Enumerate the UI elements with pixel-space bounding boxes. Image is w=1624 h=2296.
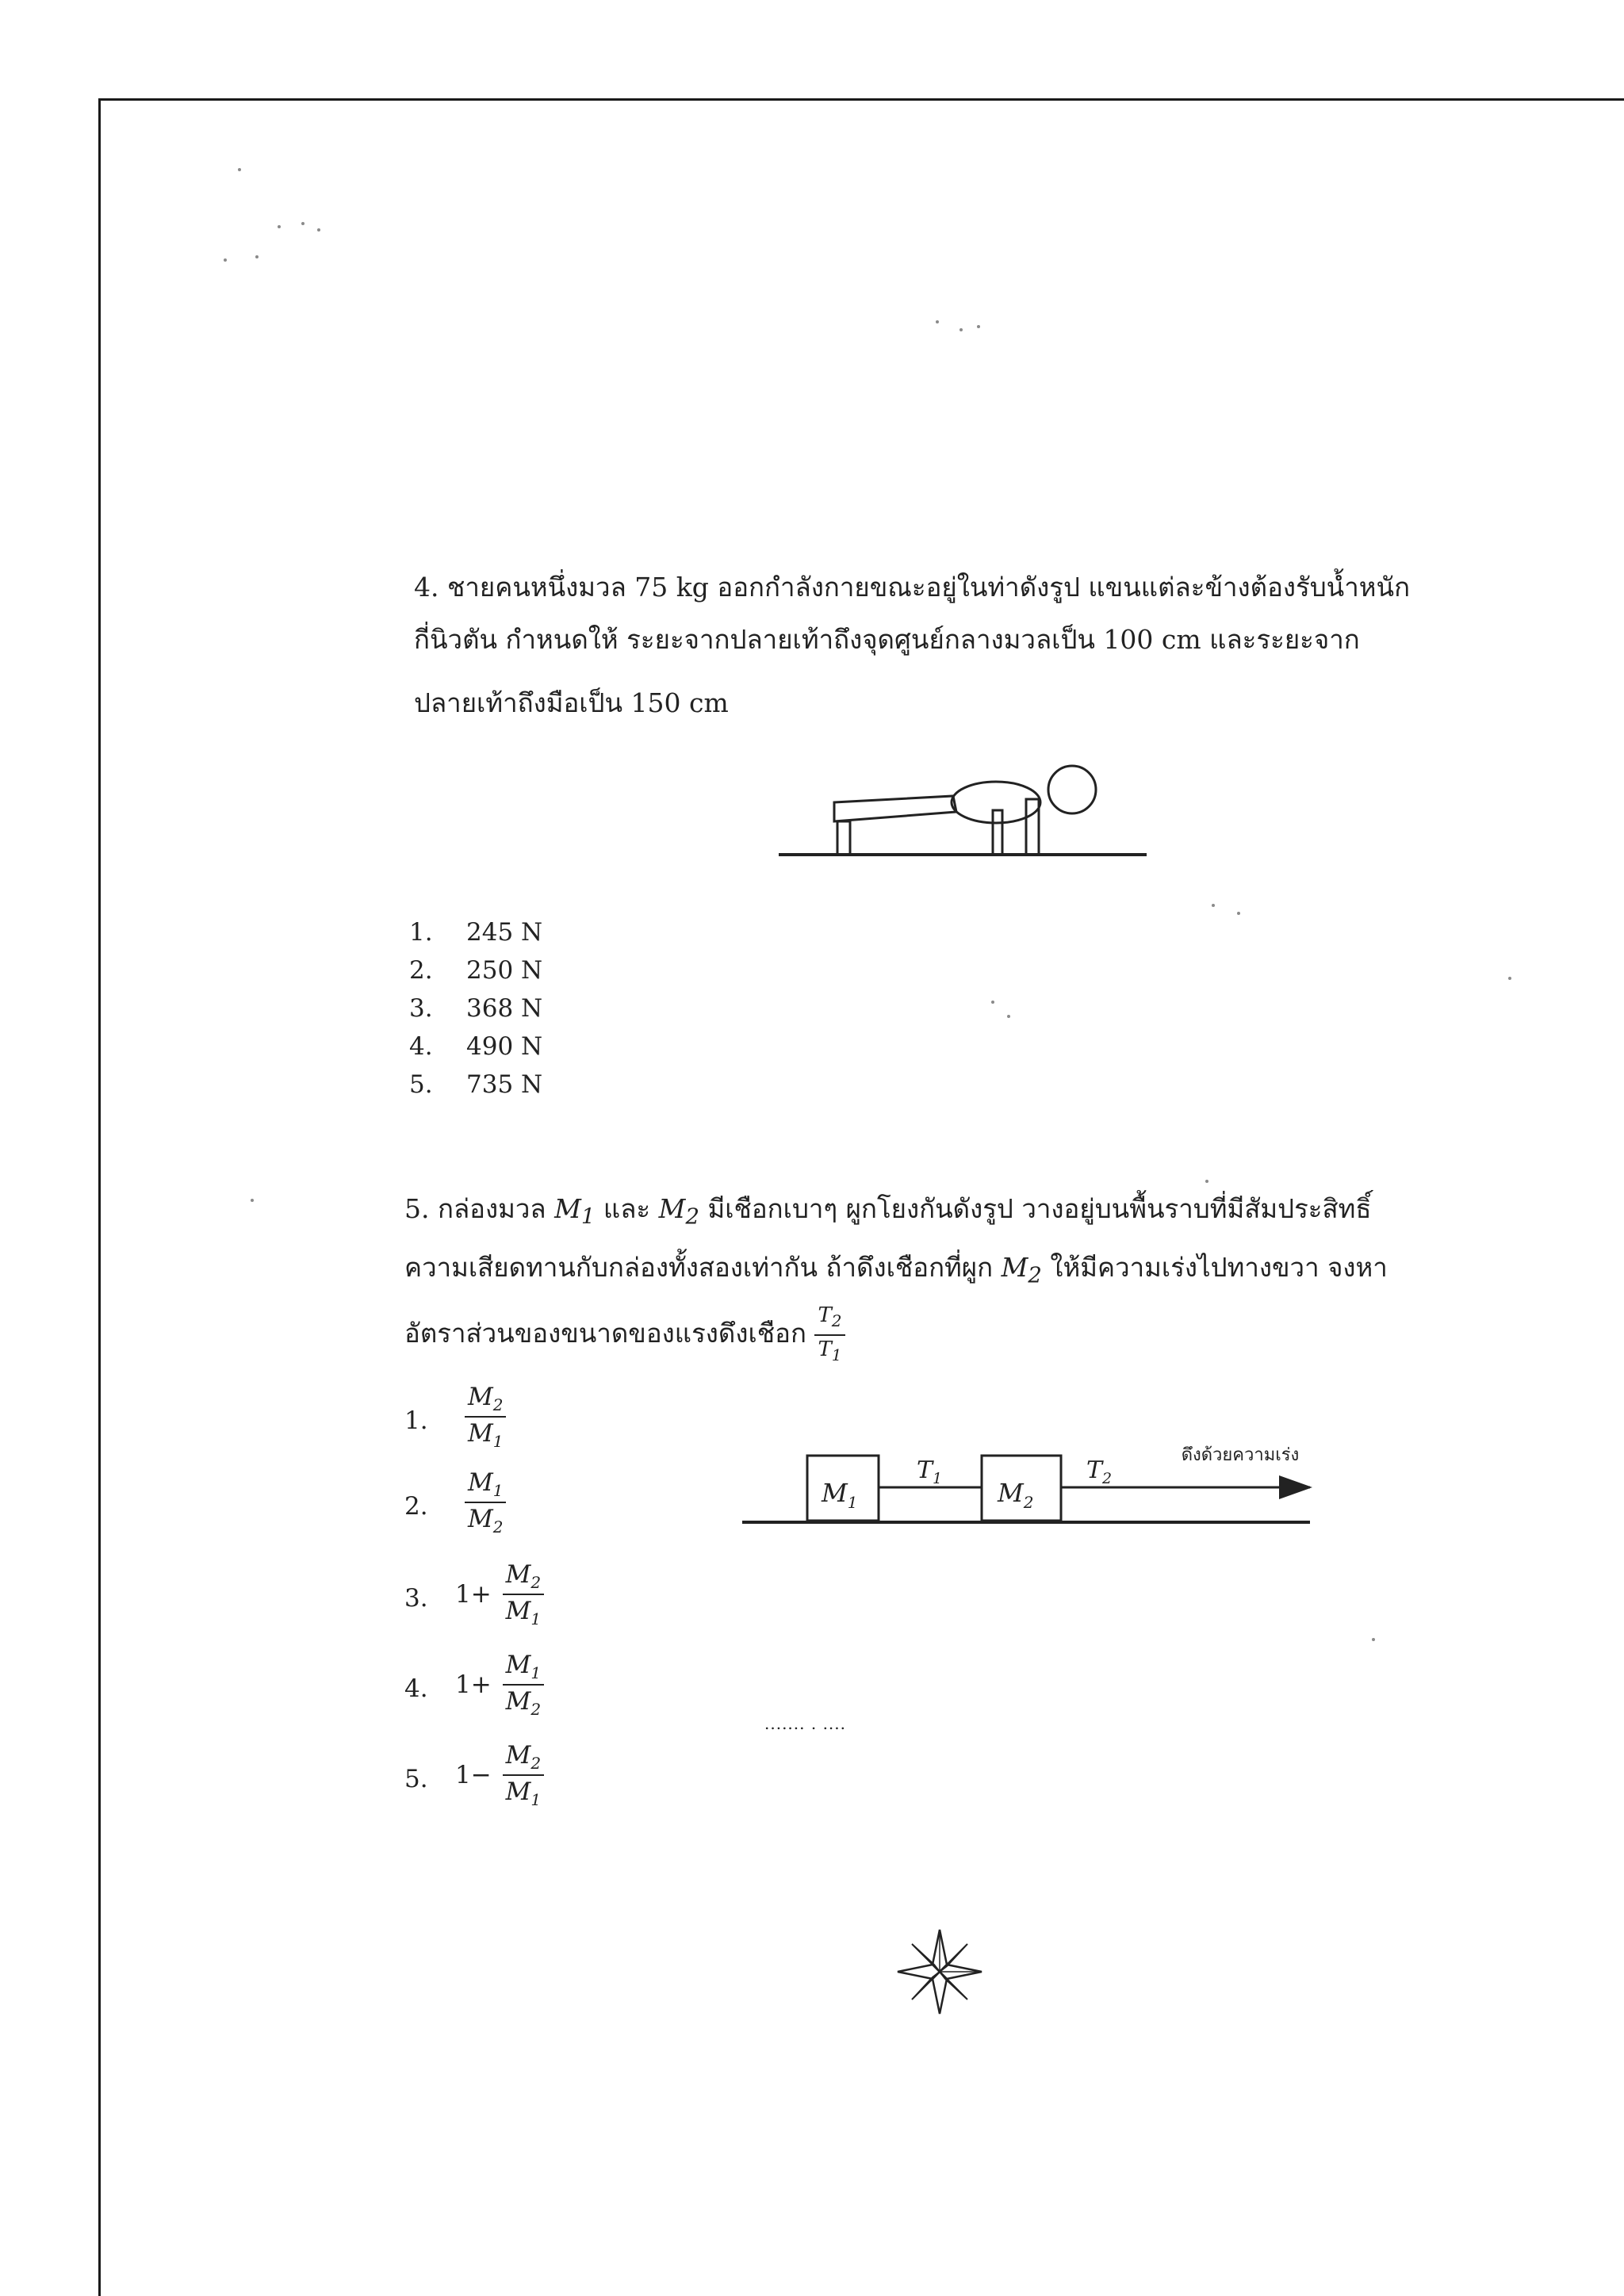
symbol-m2: $M_2$: [658, 1193, 699, 1230]
fraction: $\frac{M_1}{M_2}$: [465, 1468, 506, 1536]
q4-line-3: ปลายเท้าถึงมือเป็น 150 cm: [414, 687, 729, 718]
scan-speck: [1212, 904, 1215, 907]
q4-option-5[interactable]: 5. 735 N: [409, 1070, 543, 1099]
scan-dots: ....... . ....: [764, 1714, 847, 1733]
q4-line-1: 4. ชายคนหนึ่งมวล 75 kg ออกกำลังกายขณะอยู่ในท่าดังรูป แขนแต่ละข้างต้องรับน้ำหนัก: [414, 572, 1411, 603]
scan-border-left: [98, 98, 101, 2296]
q4-option-1[interactable]: 1. 245 N: [409, 918, 543, 947]
scan-speck: [936, 320, 939, 323]
q5-option-5[interactable]: 5. 1− $\frac{M_2}{M_1}$: [404, 1741, 579, 1817]
scan-speck: [1007, 1015, 1010, 1018]
box-m2-label: $M_2$: [998, 1478, 1034, 1512]
scan-speck: [977, 325, 980, 328]
scan-speck: [251, 1199, 254, 1202]
scan-speck: [255, 255, 259, 258]
pushup-figure: [777, 761, 1150, 864]
symbol-m2: $M_2$: [1001, 1252, 1042, 1288]
scan-speck: [1508, 977, 1511, 980]
symbol-m1: $M_1$: [554, 1193, 596, 1230]
box-m1-label: $M_1$: [822, 1478, 858, 1512]
t1-label: $T_1$: [917, 1456, 943, 1487]
fraction: $\frac{M_2}{M_1}$: [503, 1741, 544, 1809]
scan-speck: [1237, 912, 1240, 915]
fraction: $\frac{M_2}{M_1}$: [465, 1383, 506, 1451]
scan-speck: [278, 225, 281, 228]
scan-speck: [301, 222, 304, 225]
q5-option-4[interactable]: 4. 1+ $\frac{M_1}{M_2}$: [404, 1651, 579, 1727]
boxes-pull-diagram: [737, 1437, 1324, 1532]
scan-speck: [959, 328, 963, 331]
scan-speck: [238, 168, 241, 171]
compass-rose-icon: [894, 1927, 985, 2017]
q5-option-2[interactable]: 2. $\frac{M_1}{M_2}$: [404, 1468, 563, 1544]
q5-line-3: อัตราส่วนของขนาดของแรงดึงเชือก $\frac{T_2}{T_1}$: [404, 1303, 845, 1367]
scan-speck: [224, 258, 227, 262]
q5-option-1[interactable]: 1. $\frac{M_2}{M_1}$: [404, 1383, 563, 1459]
t2-label: $T_2$: [1086, 1456, 1113, 1487]
ratio-t2-over-t1: $\frac{T_2}{T_1}$: [814, 1303, 845, 1367]
q5-line-1: 5. กล่องมวล $M_1$ และ $M_2$ มีเชือกเบาๆ ผูกโยงกันดังรูป วางอยู่บนพื้นราบที่มีสัมประสิทธิ์: [404, 1193, 1372, 1230]
q5-option-3[interactable]: 3. 1+ $\frac{M_2}{M_1}$: [404, 1560, 579, 1636]
q4-line-2: กี่นิวตัน กำหนดให้ ระยะจากปลายเท้าถึงจุดศูนย์กลางมวลเป็น 100 cm และระยะจาก: [414, 624, 1360, 655]
q4-option-3[interactable]: 3. 368 N: [409, 994, 543, 1023]
q5-line-2: ความเสียดทานกับกล่องทั้งสองเท่ากัน ถ้าดึงเชือกที่ผูก $M_2$ ให้มีความเร่งไปทางขวา จงหา: [404, 1252, 1388, 1288]
scan-speck: [1372, 1638, 1375, 1641]
scan-border-top: [98, 98, 1624, 101]
fraction: $\frac{M_2}{M_1}$: [503, 1560, 544, 1628]
q4-option-4[interactable]: 4. 490 N: [409, 1032, 543, 1061]
pull-label: ดึงด้วยความเร่ง: [1181, 1445, 1300, 1465]
scan-speck: [317, 228, 320, 232]
scan-speck: [991, 1001, 994, 1004]
q4-option-2[interactable]: 2. 250 N: [409, 956, 543, 985]
fraction: $\frac{M_1}{M_2}$: [503, 1651, 544, 1719]
